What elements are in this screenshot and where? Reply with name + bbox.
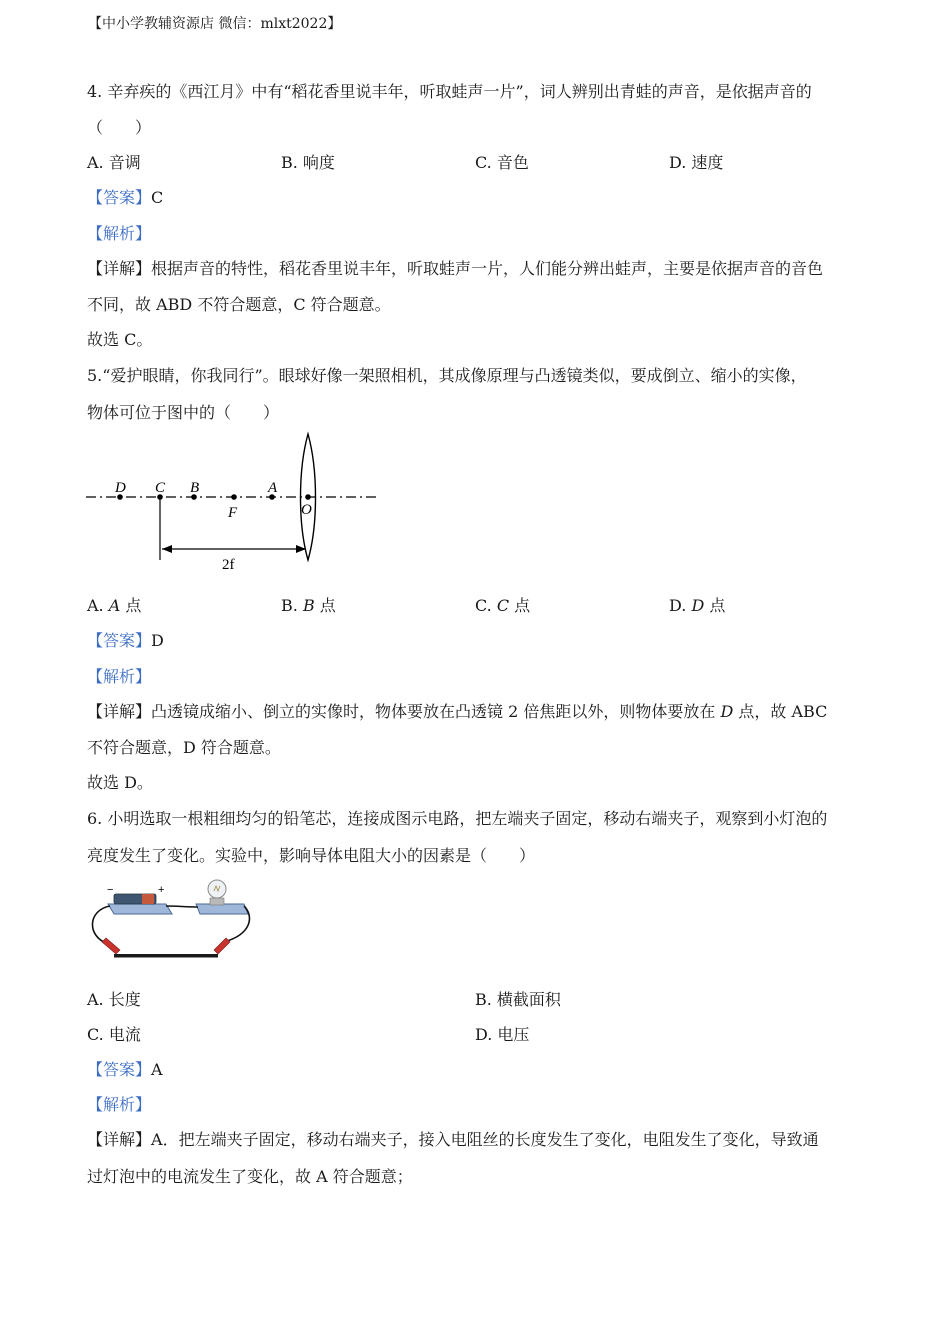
q6-detail-tag: 【详解】 [87,1130,152,1149]
battery-base [108,904,172,914]
q5-detail-tag: 【详解】 [87,702,152,721]
label-f: F [228,505,238,521]
q4-stem-line1: 4. 辛弃疾的《西江月》中有“稻花香里说丰年，听取蛙声一片”，词人辨别出青蛙的声音，是依据声音的 [87,82,812,101]
label-c: C [155,480,166,496]
q5-conclusion: 故选 D。 [87,773,153,792]
q5-stem-line2: 物体可位于图中的（ ） [87,403,280,422]
q4-answer-row [87,188,163,208]
q5-answer-row [87,631,164,651]
q4-option-d: D. 速度 [669,153,724,172]
q5-option-b [281,596,336,616]
q6-stem-line1: 6. 小明选取一根粗细均匀的铅笔芯，连接成图示电路，把左端夹子固定，移动右端夹子，观察到小灯泡的 [87,809,828,828]
q5-detail-text-b: 点，故 ABC [733,702,828,721]
q5-option-b-letter: B [302,596,315,615]
q6-answer-row [87,1060,163,1080]
point-o-dot [305,494,311,500]
q4-detail-text: 根据声音的特性，稻花香里说丰年，听取蛙声一片，人们能分辨出蛙声，主要是依据声音的音色 [151,259,824,278]
q5-detail-line2: 不符合题意，D 符合题意。 [87,738,281,757]
q5-option-d-suffix: 点 [704,596,726,615]
battery-minus-label: − [107,884,114,896]
label-d: D [115,480,126,496]
q5-detail-text-a: 凸透镜成缩小、倒立的实像时，物体要放在凸透镜 2 倍焦距以外，则物体要放在 [151,702,721,721]
q4-detail-line2: 不同，故 ABD 不符合题意，C 符合题意。 [87,295,391,314]
q5-detail-letter: D [720,702,734,721]
q5-option-a-letter: A [108,596,121,615]
q4-stem-line2: （ ） [87,118,152,137]
pencil-lead [114,954,218,958]
q5-option-d-prefix: D. [669,596,692,615]
q4-answer-tag: 【答案】 [87,188,152,207]
wire-left [92,906,110,944]
right-clip-icon [214,938,230,954]
page-header: 【中小学教辅资源店 微信：mlxt2022】 [88,16,342,32]
lens-diagram [86,430,386,580]
q4-option-a: A. 音调 [87,153,141,172]
q5-option-d-letter: D [691,596,705,615]
bulb-base [196,904,248,914]
label-o: O [301,502,312,518]
q4-detail-tag: 【详解】 [87,259,152,278]
bulb-socket [210,898,224,905]
q6-option-b: B. 横截面积 [475,990,561,1009]
wire-top [166,906,198,907]
left-clip-icon [102,938,120,954]
q5-option-c [475,596,530,616]
q5-option-b-suffix: 点 [314,596,336,615]
circuit-diagram [86,876,256,966]
q5-stem-line1: 5.“爱护眼睛，你我同行”。眼球好像一架照相机，其成像原理与凸透镜类似，要成倒立、缩小的实像， [87,366,807,385]
q5-option-a-suffix: 点 [120,596,142,615]
q4-answer: C [151,188,164,207]
dimension-arrow-left [162,545,172,553]
q5-answer: D [151,631,164,650]
q5-analysis-tag: 【解析】 [87,667,152,686]
q5-option-a [87,596,141,616]
q6-option-a: A. 长度 [87,990,141,1009]
label-b: B [190,480,200,496]
q6-detail-line1 [87,1130,819,1150]
q4-option-c: C. 音色 [475,153,529,172]
q5-option-a-prefix: A. [87,596,109,615]
q5-option-c-letter: C [496,596,510,615]
q6-analysis-tag: 【解析】 [87,1095,152,1114]
q5-option-d [669,596,725,616]
q6-option-d: D. 电压 [475,1025,530,1044]
battery-cap [142,894,154,904]
q5-option-c-suffix: 点 [509,596,531,615]
q6-answer: A [151,1060,163,1079]
q6-stem-line2: 亮度发生了变化。实验中，影响导体电阻大小的因素是（ ） [87,846,536,865]
q6-detail-line2: 过灯泡中的电流发生了变化，故 A 符合题意； [87,1167,413,1186]
q5-option-c-prefix: C. [475,596,497,615]
q5-answer-tag: 【答案】 [87,631,152,650]
q6-option-c: C. 电流 [87,1025,141,1044]
label-a: A [268,480,278,496]
q6-detail-text: A．把左端夹子固定，移动右端夹子，接入电阻丝的长度发生了变化，电阻发生了变化，导致通 [151,1130,819,1149]
dimension-label-2f: 2f [222,557,235,573]
q4-analysis-tag: 【解析】 [87,224,152,243]
q6-answer-tag: 【答案】 [87,1060,152,1079]
q4-detail-line1 [87,259,823,279]
q5-detail-line1 [87,702,827,722]
q5-option-b-prefix: B. [281,596,303,615]
q4-option-b: B. 响度 [281,153,335,172]
q4-conclusion: 故选 C。 [87,330,153,349]
point-f-dot [231,494,237,500]
battery-plus-label: + [158,884,165,896]
